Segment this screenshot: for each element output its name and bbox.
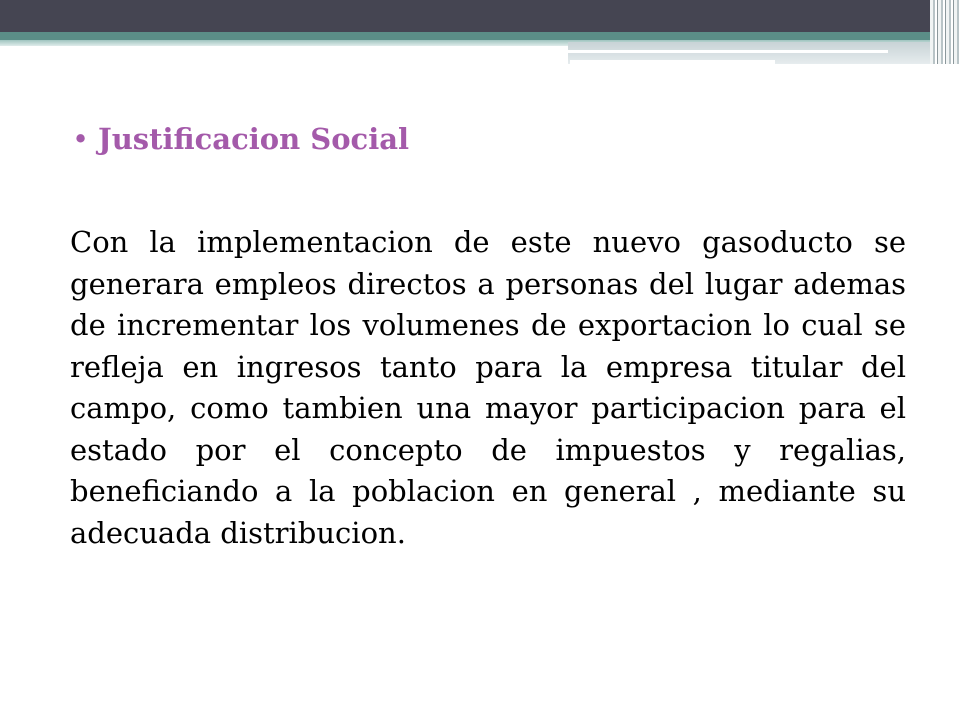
slide-heading	[72, 122, 409, 156]
header-tab-line	[566, 50, 888, 53]
header-bar	[0, 0, 960, 32]
bullet-icon: •	[72, 122, 90, 156]
body-paragraph: Con la implementacion de este nuevo gasoducto se generara empleos directos a personas del lugar ademas de incrementar los volumenes de exportacion lo cual se refleja en ingresos tanto para la empresa titular del campo, como tambien una mayor participacion para el estado por el concepto de impuestos y regalias, beneficiando a la poblacion en general , mediante su adecuada distribucion.	[70, 225, 906, 550]
heading-text: Justificacion Social	[98, 122, 410, 156]
header-stripes-decoration	[930, 0, 960, 64]
header-tab-lower-line	[570, 60, 775, 64]
header-accent-bar	[0, 32, 930, 40]
